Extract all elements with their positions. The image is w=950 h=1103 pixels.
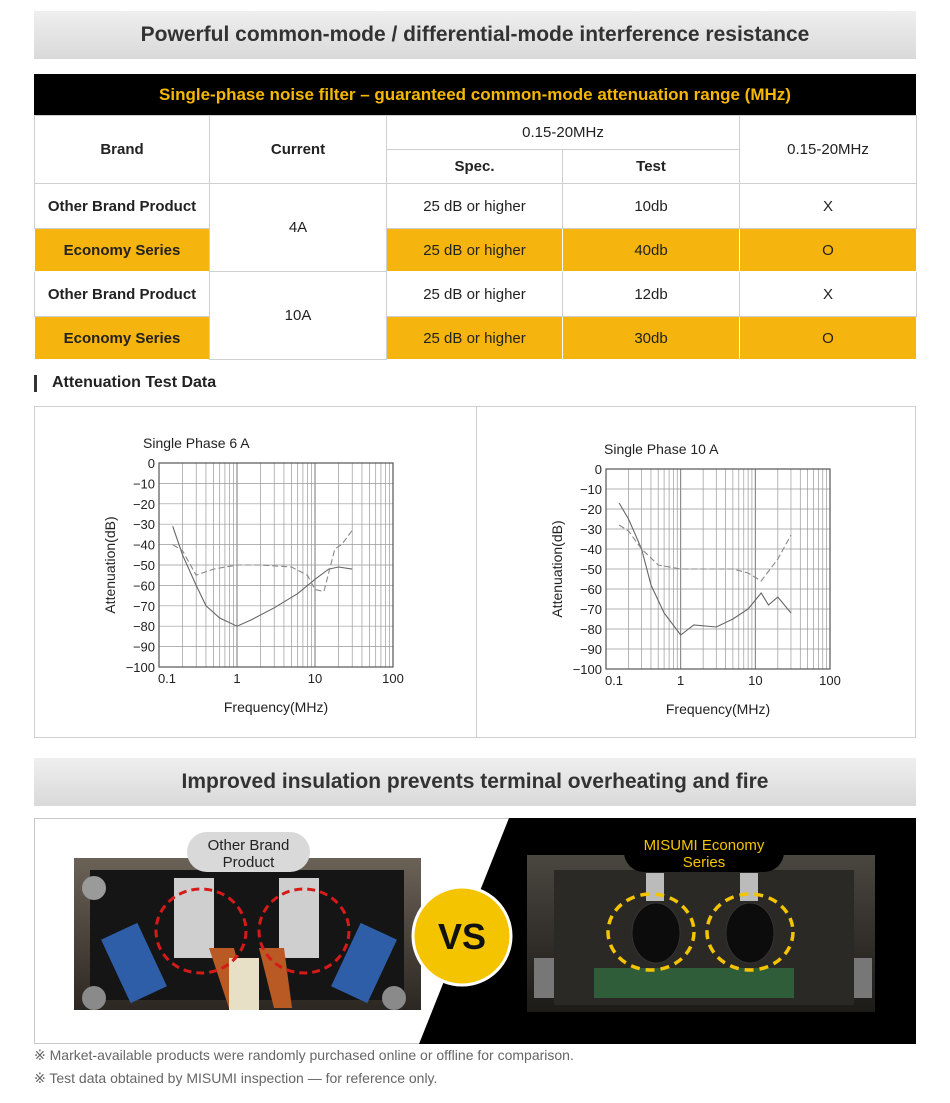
test-cell: 40db [563, 229, 740, 272]
heading-bar [34, 375, 37, 392]
table-row [35, 317, 917, 360]
banner-title: Improved insulation prevents terminal overheating and fire [181, 770, 769, 793]
y-tick-label: −100 [572, 662, 602, 677]
result-cell: X [740, 272, 917, 317]
header-current: Current [210, 116, 387, 184]
chart-title: Single Phase 6 A [143, 435, 250, 451]
brand-cell: Other Brand Product [35, 272, 210, 317]
spec-cell: 25 dB or higher [387, 184, 563, 229]
y-tick-label: 0 [594, 462, 602, 477]
x-tick-label: 0.1 [157, 671, 177, 686]
test-cell: 30db [563, 317, 740, 360]
result-cell: O [740, 229, 917, 272]
y-tick-label: −40 [579, 542, 602, 557]
y-tick-label: −70 [132, 598, 155, 614]
header-test: Test [563, 150, 740, 184]
y-tick-label: −90 [132, 639, 155, 655]
misumi-label-line2: Series [682, 854, 726, 871]
current-cell: 10A [210, 272, 387, 360]
y-tick-label: −30 [579, 522, 602, 537]
brand-cell: Economy Series [35, 229, 210, 272]
y-tick-label: −60 [579, 582, 602, 597]
y-tick-label: −10 [132, 476, 155, 492]
series-line-dashed [173, 530, 353, 591]
y-axis-label: Attenuation(dB) [549, 520, 565, 618]
section-heading-text: Attenuation Test Data [52, 374, 217, 391]
x-tick-label: 1 [233, 671, 241, 686]
y-tick-label: 0 [147, 456, 155, 471]
misumi-label-line1: MISUMI Economy [643, 837, 765, 854]
current-cell: 4A [210, 184, 387, 272]
test-cell: 10db [563, 184, 740, 229]
attenuation-spec-table [34, 115, 917, 360]
result-cell: O [740, 317, 917, 360]
spec-cell: 25 dB or higher [387, 317, 563, 360]
header-brand: Brand [35, 116, 210, 184]
x-tick-label: 0.1 [604, 673, 624, 688]
x-tick-label: 100 [819, 673, 841, 688]
chart-title: Single Phase 10 A [604, 441, 719, 457]
x-axis-label: Frequency(MHz) [665, 701, 771, 717]
footnote: ※ Test data obtained by MISUMI inspection — for reference only. [34, 1070, 438, 1086]
y-tick-label: −100 [125, 660, 155, 675]
other-brand-label-line1: Other Brand [207, 837, 290, 854]
misumi-photo [527, 855, 875, 1012]
y-tick-label: −60 [132, 578, 155, 594]
vs-text: VS [437, 916, 487, 957]
x-tick-label: 1 [677, 673, 685, 688]
y-axis-label: Attenuation(dB) [102, 516, 118, 614]
header-spec: Spec. [387, 150, 563, 184]
insulation-comparison [34, 818, 916, 1044]
x-axis-label: Frequency(MHz) [223, 699, 329, 715]
table-title [34, 74, 916, 115]
table-row [35, 184, 917, 229]
brand-cell: Economy Series [35, 317, 210, 360]
y-tick-label: −40 [132, 537, 155, 553]
attenuation-charts-panel [34, 406, 916, 738]
y-tick-label: −20 [579, 502, 602, 517]
result-cell: X [740, 184, 917, 229]
spec-cell: 25 dB or higher [387, 272, 563, 317]
y-tick-label: −50 [132, 558, 155, 573]
section-banner-insulation [34, 758, 916, 806]
attenuation-charts-svg [35, 407, 917, 739]
y-tick-label: −50 [579, 562, 602, 577]
header-frequency-group: 0.15-20MHz [387, 116, 740, 150]
header-frequency-result: 0.15-20MHz [740, 116, 917, 184]
footnote: ※ Market-available products were randomly purchased online or offline for comparison. [34, 1047, 574, 1063]
test-cell: 12db [563, 272, 740, 317]
section-heading-test-data [34, 373, 216, 393]
y-tick-label: −30 [132, 517, 155, 533]
y-tick-label: −80 [579, 622, 602, 637]
other-brand-photo [74, 858, 421, 1010]
x-tick-label: 100 [382, 671, 404, 686]
table-title-text: Single-phase noise filter – guaranteed common-mode attenuation range (MHz) [159, 84, 791, 104]
section-banner-interference [34, 11, 916, 59]
brand-cell: Other Brand Product [35, 184, 210, 229]
table-row [35, 272, 917, 317]
comparison-illustration [34, 818, 916, 1044]
y-tick-label: −10 [579, 482, 602, 497]
spec-cell: 25 dB or higher [387, 229, 563, 272]
banner-title: Powerful common-mode / differential-mode interference resistance [140, 23, 810, 46]
table-row [35, 229, 917, 272]
series-line-dashed [619, 525, 791, 581]
x-tick-label: 10 [748, 673, 763, 688]
y-tick-label: −70 [579, 602, 602, 617]
y-tick-label: −80 [132, 619, 155, 635]
y-tick-label: −90 [579, 642, 602, 657]
y-tick-label: −20 [132, 496, 155, 512]
other-brand-label-line2: Product [222, 854, 275, 871]
series-line-solid [173, 526, 353, 626]
x-tick-label: 10 [307, 671, 323, 686]
